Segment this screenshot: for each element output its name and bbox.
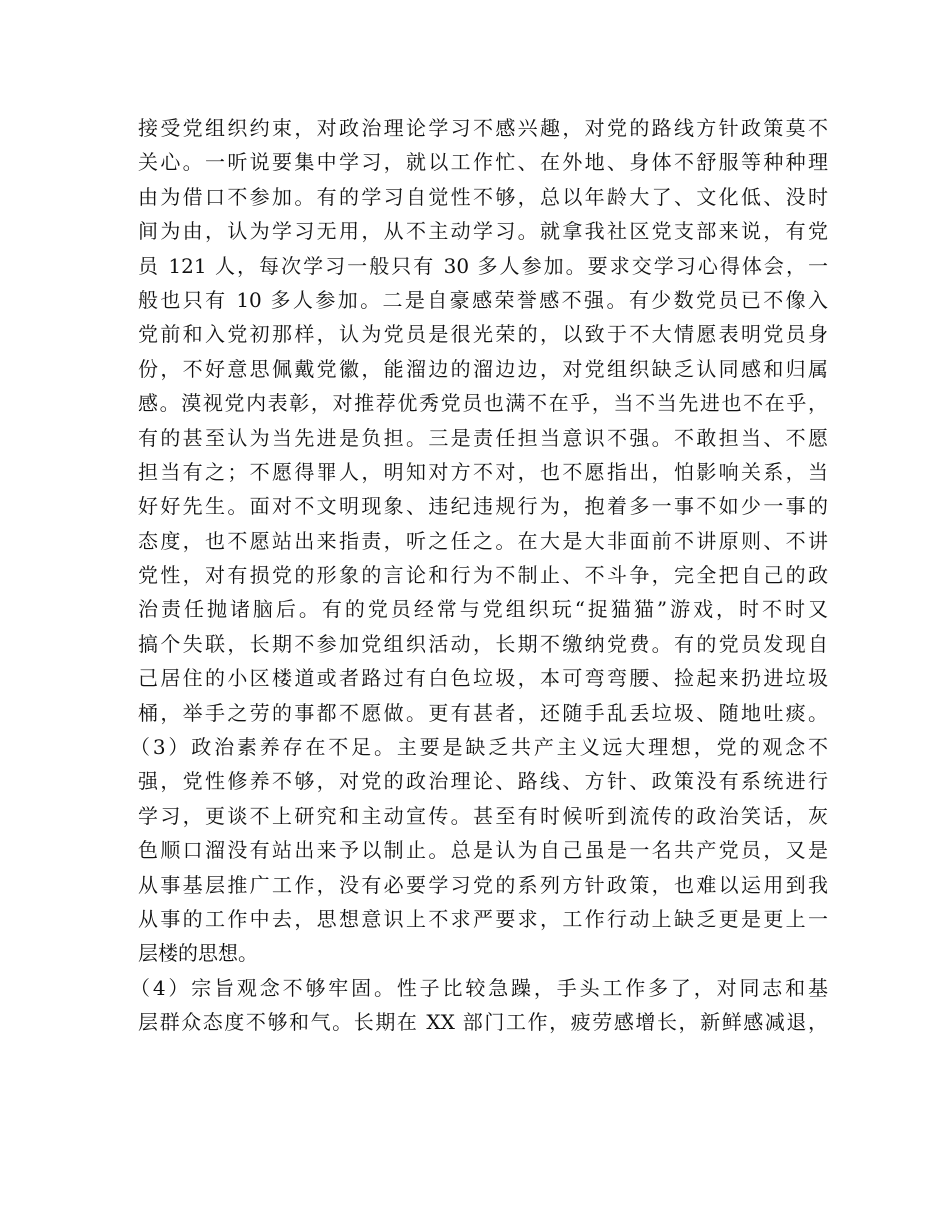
section-heading-line: （4）宗旨观念不够牢固。性子比较急躁，手头工作多了，对同志和基 <box>130 975 828 1000</box>
text-line: 从事的工作中去，思想意识上不求严要求，工作行动上缺乏更是更上一 <box>138 906 828 931</box>
text-line: 桶，举手之劳的事都不愿做。更有甚者，还随手乱丢垃圾、随地吐痰。 <box>138 700 828 725</box>
text-line: 有的甚至认为当先进是负担。三是责任担当意识不强。不敢担当、不愿 <box>138 425 828 450</box>
text-line: 担当有之；不愿得罪人，明知对方不对，也不愿指出，怕影响关系，当 <box>138 459 828 484</box>
text-line: 治责任抛诸脑后。有的党员经常与党组织玩“捉猫猫”游戏，时不时又 <box>138 597 828 622</box>
text-line: 从事基层推广工作，没有必要学习党的系列方针政策，也难以运用到我 <box>138 872 828 897</box>
text-line: 好好先生。面对不文明现象、违纪违规行为，抱着多一事不如少一事的 <box>138 494 828 519</box>
text-line: 己居住的小区楼道或者路过有白色垃圾，本可弯弯腰、捡起来扔进垃圾 <box>138 666 828 691</box>
text-line: 党前和入党初那样，认为党员是很光荣的，以致于不大情愿表明党员身 <box>138 322 828 347</box>
text-line: 感。漠视党内表彰，对推荐优秀党员也满不在乎，当不当先进也不在乎， <box>138 391 828 416</box>
text-line: 学习，更谈不上研究和主动宣传。甚至有时候听到流传的政治笑话，灰 <box>138 803 828 828</box>
text-line: 搞个失联，长期不参加党组织活动，长期不缴纳党费。有的党员发现自 <box>138 631 828 656</box>
text-line: 接受党组织约束，对政治理论学习不感兴趣，对党的路线方针政策莫不 <box>138 116 828 140</box>
text-line: 态度，也不愿站出来指责，听之任之。在大是大非面前不讲原则、不讲 <box>138 528 828 553</box>
text-line: 由为借口不参加。有的学习自觉性不够，总以年龄大了、文化低、没时 <box>138 184 828 209</box>
text-line: 间为由，认为学习无用，从不主动学习。就拿我社区党支部来说，有党 <box>138 219 828 244</box>
text-line: 般也只有 10 多人参加。二是自豪感荣誉感不强。有少数党员已不像入 <box>138 287 828 312</box>
text-line: 层楼的思想。 <box>138 941 258 966</box>
body-text <box>130 111 828 1040</box>
text-line: 份，不好意思佩戴党徽，能溜边的溜边边，对党组织缺乏认同感和归属 <box>138 356 828 381</box>
text-line: 员 121 人，每次学习一般只有 30 多人参加。要求交学习心得体会，一 <box>138 253 828 278</box>
text-line: 层群众态度不够和气。长期在 XX 部门工作，疲劳感增长，新鲜感减退， <box>138 1010 828 1035</box>
text-line: 关心。一听说要集中学习，就以工作忙、在外地、身体不舒服等种种理 <box>138 150 828 175</box>
text-line: 党性，对有损党的形象的言论和行为不制止、不斗争，完全把自己的政 <box>138 563 828 588</box>
text-line: 色顺口溜没有站出来予以制止。总是认为自己虽是一名共产党员，又是 <box>138 838 828 863</box>
section-heading-line: （3）政治素养存在不足。主要是缺乏共产主义远大理想，党的观念不 <box>130 735 828 760</box>
text-line: 强，党性修养不够，对党的政治理论、路线、方针、政策没有系统进行 <box>138 769 828 794</box>
